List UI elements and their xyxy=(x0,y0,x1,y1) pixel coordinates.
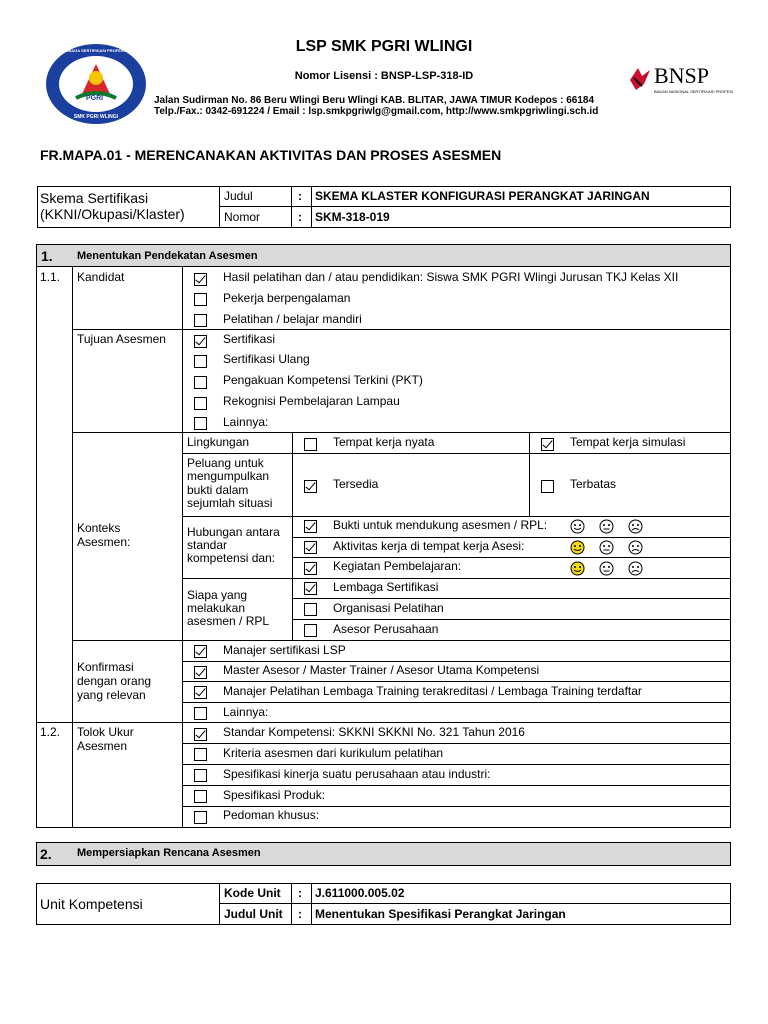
skema-label-line2: (KKNI/Okupasi/Klaster) xyxy=(40,206,185,222)
peluang-label-l3: bukti dalam xyxy=(187,483,249,497)
tujuan-checkbox-4[interactable] xyxy=(194,397,207,410)
logo-center-text: PGRI xyxy=(86,95,104,102)
kandidat-checkbox-3[interactable] xyxy=(194,314,207,327)
kandidat-label: Kandidat xyxy=(77,270,125,284)
tujuan-option-4: Rekognisi Pembelajaran Lampau xyxy=(223,394,400,408)
konfirmasi-label-l1: Konfirmasi xyxy=(77,660,134,674)
kode-unit-label: Kode Unit xyxy=(224,886,281,900)
item-number-1-2: 1.2. xyxy=(40,725,61,739)
konfirmasi-option-3: Manajer Pelatihan Lembaga Training terakreditasi / Lembaga Training terdaftar xyxy=(223,684,642,698)
judul-label: Judul xyxy=(224,189,253,203)
kandidat-checkbox-2[interactable] xyxy=(194,293,207,306)
kode-unit-value: J.611000.005.02 xyxy=(315,886,405,900)
smiley-neutral-icon[interactable] xyxy=(599,540,614,555)
konteks-label-line2: Asesmen: xyxy=(77,535,131,549)
nomor-value: SKM-318-019 xyxy=(315,210,390,224)
smiley-sad-icon[interactable] xyxy=(628,561,643,576)
colon: : xyxy=(298,210,302,224)
tolok-checkbox-2[interactable] xyxy=(194,748,207,761)
smiley-sad-icon[interactable] xyxy=(628,519,643,534)
colon: : xyxy=(298,189,302,203)
hubungan-label-l3: kompetensi dan: xyxy=(187,551,276,565)
konfirmasi-label-l3: yang relevan xyxy=(77,688,146,702)
siapa-label-l2: melakukan xyxy=(187,601,246,615)
peluang-label-l1: Peluang untuk xyxy=(187,456,264,470)
siapa-label-l3: asesmen / RPL xyxy=(187,614,270,628)
license-number: Nomor Lisensi : BNSP-LSP-318-ID xyxy=(294,70,474,82)
tolok-option-2: Kriteria asesmen dari kurikulum pelatihan xyxy=(223,746,444,760)
hubungan-option-2: Aktivitas kerja di tempat kerja Asesi: xyxy=(333,539,525,553)
peluang-checkbox-tersedia[interactable] xyxy=(304,480,317,493)
konfirmasi-checkbox-2[interactable] xyxy=(194,666,207,679)
peluang-option-tersedia: Tersedia xyxy=(333,477,379,491)
peluang-label-l2: mengumpulkan xyxy=(187,469,270,483)
tolok-label-l1: Tolok Ukur xyxy=(77,725,134,739)
lingkungan-option-simulasi: Tempat kerja simulasi xyxy=(570,435,686,449)
smiley-happy-icon[interactable] xyxy=(570,561,585,576)
bnsp-logo xyxy=(628,60,734,98)
lingkungan-checkbox-nyata[interactable] xyxy=(304,438,317,451)
smiley-happy-icon[interactable] xyxy=(570,519,585,534)
smiley-neutral-icon[interactable] xyxy=(599,519,614,534)
tujuan-option-1: Sertifikasi xyxy=(223,332,276,346)
kandidat-option-1: Hasil pelatihan dan / atau pendidikan: Siswa SMK PGRI Wlingi Jurusan TKJ Kelas XII xyxy=(223,270,679,284)
smiley-happy-icon[interactable] xyxy=(570,540,585,555)
document-title: FR.MAPA.01 - MERENCANAKAN AKTIVITAS DAN PROSES ASESMEN xyxy=(40,147,502,163)
judul-unit-label: Judul Unit xyxy=(224,907,283,921)
logo-ring-top-text: LEMBAGA SERTIFIKASI PROFESI P-1 xyxy=(59,48,133,53)
section1-title: Menentukan Pendekatan Asesmen xyxy=(77,250,258,262)
hubungan-label-l1: Hubungan antara xyxy=(187,525,280,539)
colon: : xyxy=(298,907,302,921)
konfirmasi-label-l2: dengan orang xyxy=(77,674,152,688)
siapa-checkbox-2[interactable] xyxy=(304,603,317,616)
konfirmasi-checkbox-4[interactable] xyxy=(194,707,207,720)
item-number-1-1: 1.1. xyxy=(40,270,61,284)
tujuan-checkbox-2[interactable] xyxy=(194,355,207,368)
hubungan-option-1: Bukti untuk mendukung asesmen / RPL: xyxy=(333,518,548,532)
judul-unit-value: Menentukan Spesifikasi Perangkat Jaringan xyxy=(315,907,566,921)
tujuan-option-3: Pengakuan Kompetensi Terkini (PKT) xyxy=(223,373,423,387)
lingkungan-checkbox-simulasi[interactable] xyxy=(541,438,554,451)
tolok-option-1: Standar Kompetensi: SKKNI SKKNI No. 321 Tahun 2016 xyxy=(223,725,525,739)
tujuan-option-5: Lainnya: xyxy=(223,415,269,429)
hubungan-label-l2: standar xyxy=(187,538,228,552)
smiley-sad-icon[interactable] xyxy=(628,540,643,555)
section2-title: Mempersiapkan Rencana Asesmen xyxy=(77,847,261,859)
siapa-option-3: Asesor Perusahaan xyxy=(333,622,439,636)
judul-value: SKEMA KLASTER KONFIGURASI PERANGKAT JARINGAN xyxy=(315,189,650,203)
peluang-checkbox-terbatas[interactable] xyxy=(541,480,554,493)
konfirmasi-option-4: Lainnya: xyxy=(223,705,269,719)
lingkungan-label: Lingkungan xyxy=(187,435,250,449)
tolok-checkbox-4[interactable] xyxy=(194,790,207,803)
tolok-checkbox-1[interactable] xyxy=(194,728,207,741)
address: Jalan Sudirman No. 86 Beru Wlingi Beru Wlingi KAB. BLITAR, JAWA TIMUR Kodepos : 66184 xyxy=(154,95,595,106)
org-title: LSP SMK PGRI WLINGI xyxy=(295,38,473,55)
contact-info: Telp./Fax.: 0342-691224 / Email : lsp.smkpgriwlg@gmail.com, http://www.smkpgriwlingi.sch.id xyxy=(154,106,599,117)
siapa-checkbox-3[interactable] xyxy=(304,624,317,637)
bnsp-subtitle: BADAN NASIONAL SERTIFIKASI PROFESI xyxy=(654,89,734,94)
skema-label-line1: Skema Sertifikasi xyxy=(40,190,149,206)
tujuan-checkbox-5[interactable] xyxy=(194,417,207,430)
tolok-option-4: Spesifikasi Produk: xyxy=(223,788,326,802)
siapa-option-1: Lembaga Sertifikasi xyxy=(333,580,439,594)
section1-number: 1. xyxy=(41,248,53,264)
siapa-option-2: Organisasi Pelatihan xyxy=(333,601,444,615)
nomor-label: Nomor xyxy=(224,210,261,224)
peluang-option-terbatas: Terbatas xyxy=(570,477,617,491)
konfirmasi-option-2: Master Asesor / Master Trainer / Asesor Utama Kompetensi xyxy=(223,663,540,677)
konfirmasi-option-1: Manajer sertifikasi LSP xyxy=(223,643,346,657)
smiley-neutral-icon[interactable] xyxy=(599,561,614,576)
kandidat-option-3: Pelatihan / belajar mandiri xyxy=(223,312,362,326)
hubungan-checkbox-1[interactable] xyxy=(304,520,317,533)
kandidat-checkbox-1[interactable] xyxy=(194,273,207,286)
tolok-option-5: Pedoman khusus: xyxy=(223,808,320,822)
logo-ring-bottom-text: SMK PGRI WLINGI xyxy=(73,114,119,120)
tujuan-checkbox-1[interactable] xyxy=(194,335,207,348)
unit-label: Unit Kompetensi xyxy=(40,896,143,912)
colon: : xyxy=(298,886,302,900)
peluang-label-l4: sejumlah situasi xyxy=(187,496,273,510)
tolok-checkbox-3[interactable] xyxy=(194,769,207,782)
kandidat-option-2: Pekerja berpengalaman xyxy=(223,291,351,305)
tujuan-checkbox-3[interactable] xyxy=(194,376,207,389)
hubungan-checkbox-3[interactable] xyxy=(304,562,317,575)
bnsp-wordmark: BNSP xyxy=(654,63,710,88)
hubungan-checkbox-2[interactable] xyxy=(304,541,317,554)
tolok-label-l2: Asesmen xyxy=(77,739,128,753)
tujuan-option-2: Sertifikasi Ulang xyxy=(223,352,310,366)
siapa-checkbox-1[interactable] xyxy=(304,582,317,595)
hubungan-option-3: Kegiatan Pembelajaran: xyxy=(333,559,462,573)
tujuan-label: Tujuan Asesmen xyxy=(77,332,166,346)
konfirmasi-checkbox-3[interactable] xyxy=(194,686,207,699)
tolok-checkbox-5[interactable] xyxy=(194,811,207,824)
lingkungan-option-nyata: Tempat kerja nyata xyxy=(333,435,435,449)
konteks-label-line1: Konteks xyxy=(77,521,121,535)
siapa-label-l1: Siapa yang xyxy=(187,588,248,602)
konfirmasi-checkbox-1[interactable] xyxy=(194,645,207,658)
tolok-option-3: Spesifikasi kinerja suatu perusahaan atau industri: xyxy=(223,767,491,781)
section2-number: 2. xyxy=(40,846,52,862)
